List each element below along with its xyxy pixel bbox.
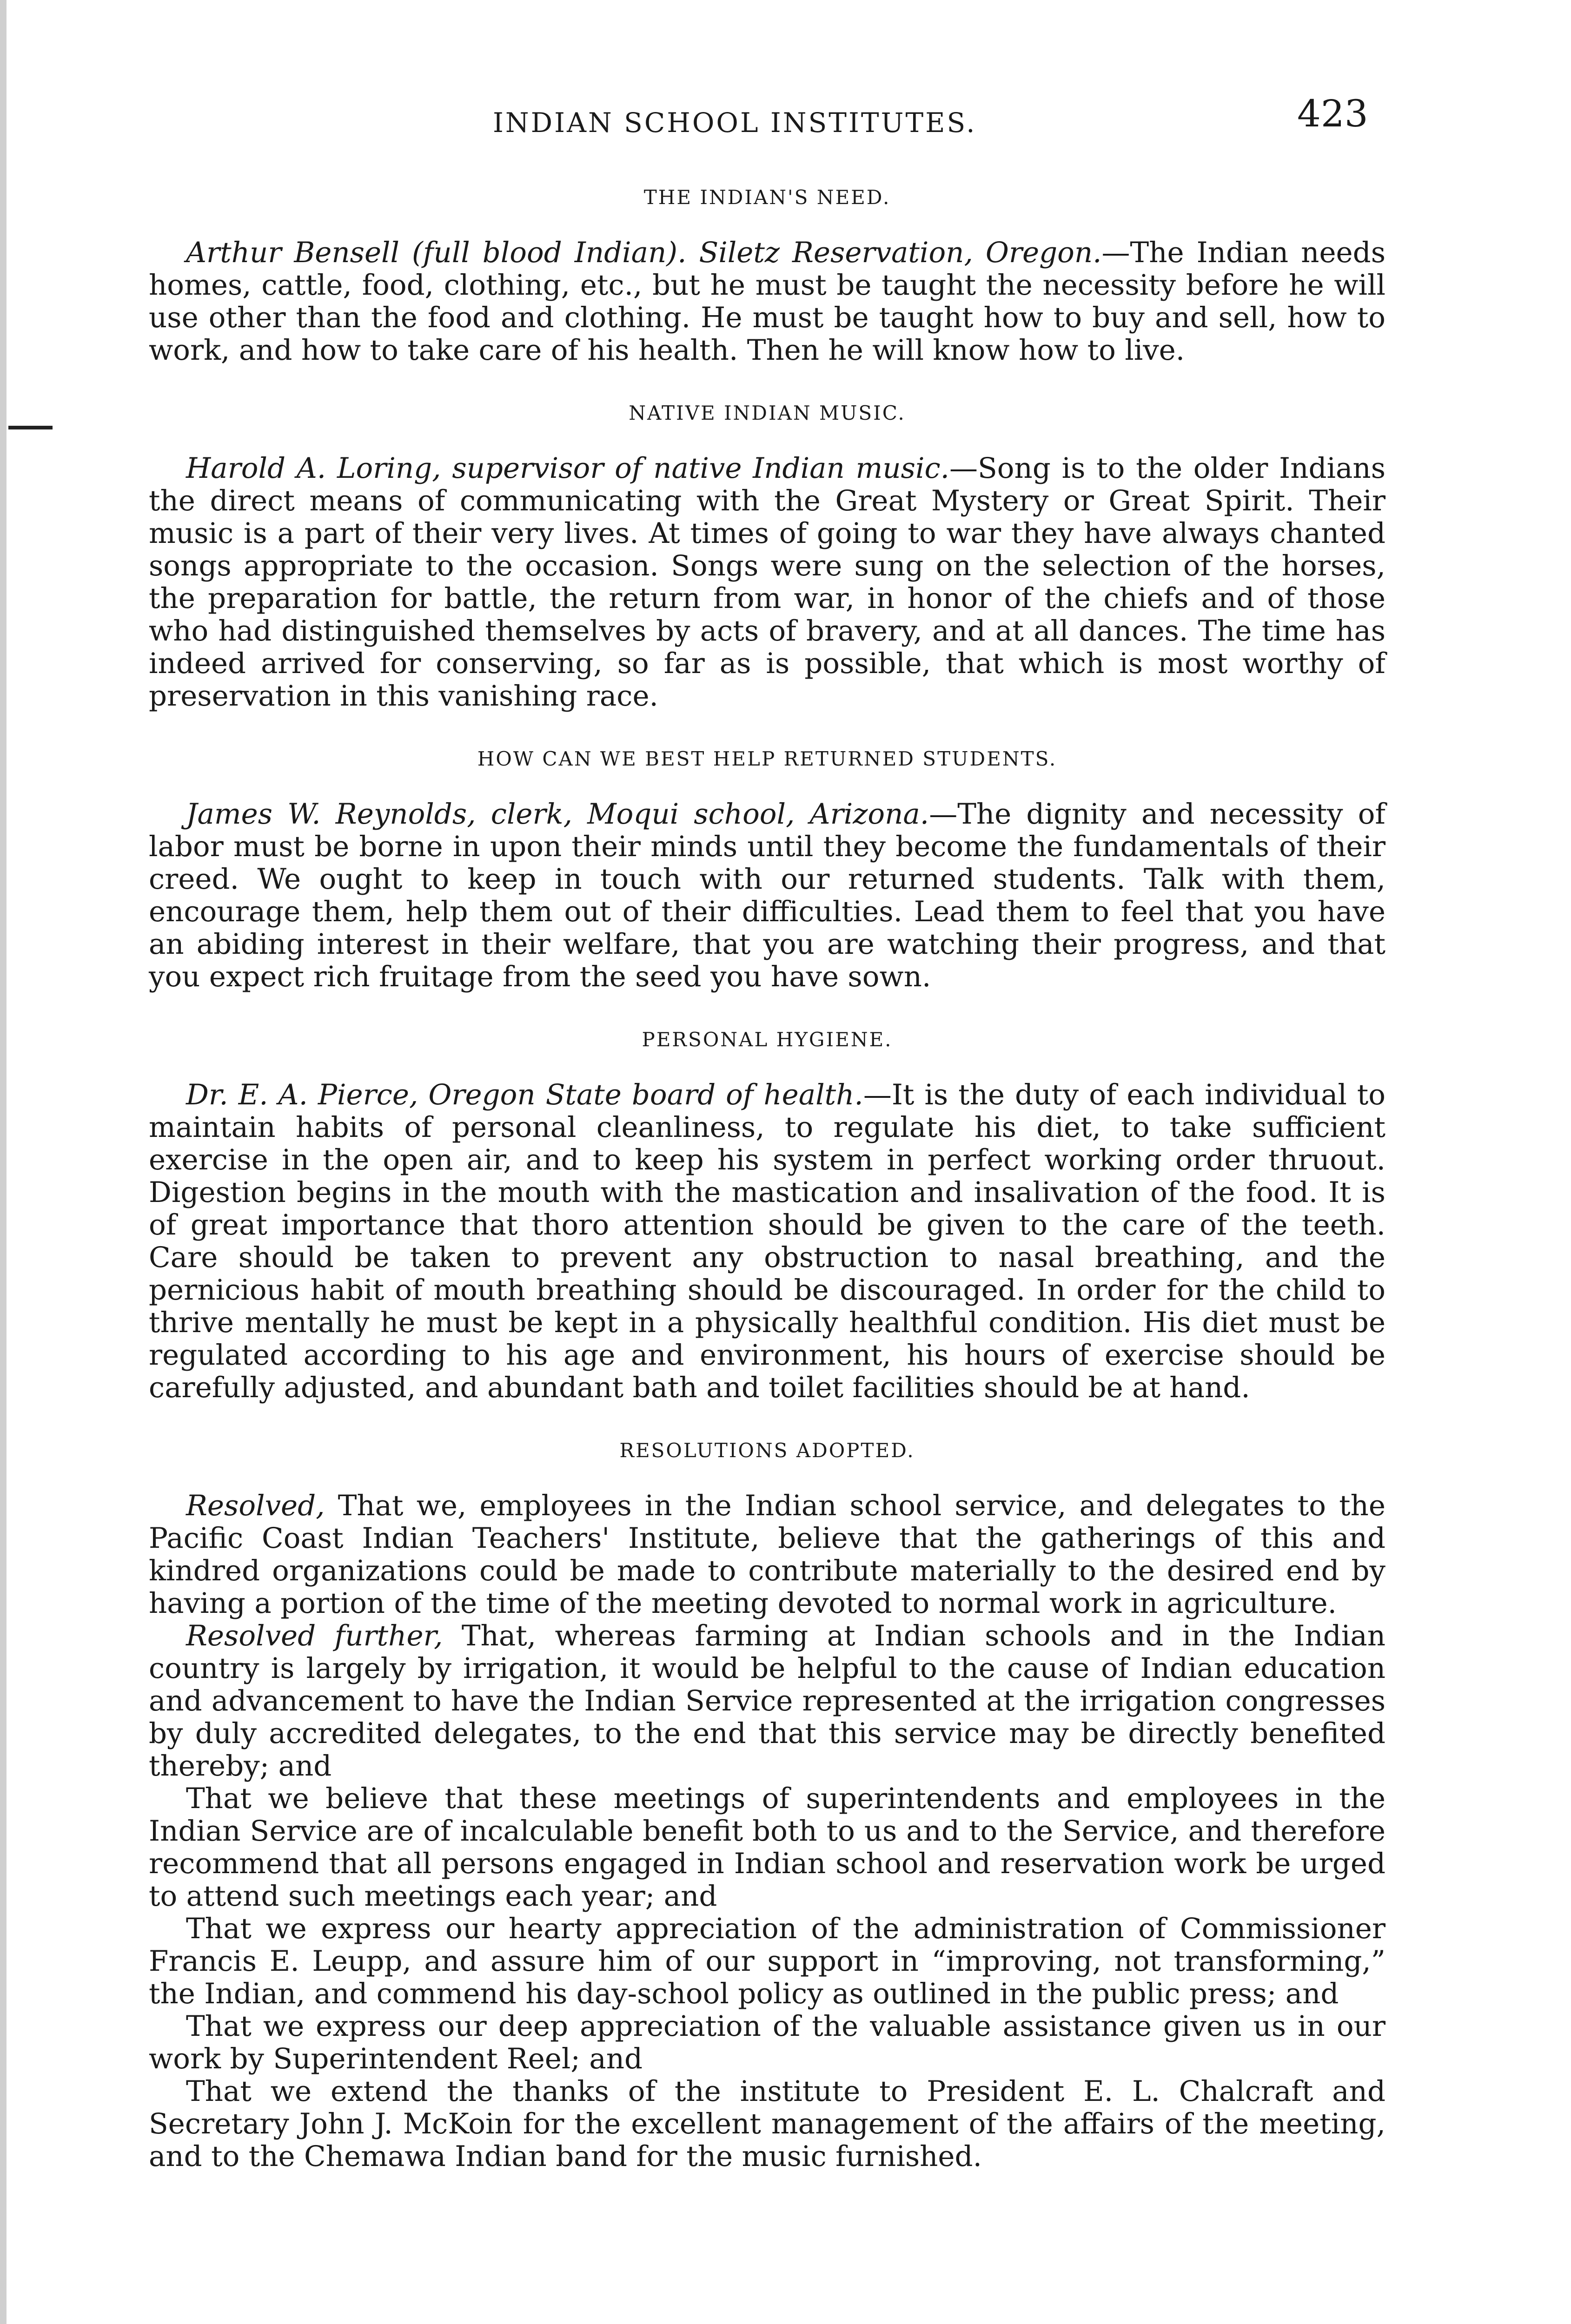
resolution-text: That we express our deep appreciation of the valuable assistance given us in our work by Superintendent Reel; and bbox=[149, 2010, 1385, 2075]
resolution-paragraph bbox=[149, 1620, 1385, 1783]
section-heading: THE INDIAN'S NEED. bbox=[643, 186, 891, 209]
section-heading: HOW CAN WE BEST HELP RETURNED STUDENTS. bbox=[477, 747, 1057, 770]
resolution-paragraph bbox=[149, 1783, 1385, 1913]
section-heading: PERSONAL HYGIENE. bbox=[642, 1028, 893, 1051]
section-paragraph bbox=[149, 798, 1385, 993]
resolution-paragraph bbox=[149, 1490, 1385, 1620]
resolution-paragraph bbox=[149, 2010, 1385, 2075]
section-returned-students bbox=[149, 747, 1385, 993]
section-indians-need bbox=[149, 186, 1385, 367]
section-resolutions bbox=[149, 1439, 1385, 2173]
section-paragraph bbox=[149, 237, 1385, 367]
section-paragraph bbox=[149, 452, 1385, 713]
paragraph-text: —The Indian needs homes, cattle, food, clothing, etc., but he must be taught the necessity before he will use other than the food and clothing. He must be taught how to buy and sell, how to work, and how to take care of his health. Then he will know how to live. bbox=[149, 236, 1385, 367]
paragraph-text: —It is the duty of each individual to maintain habits of personal cleanliness, to regulate his diet, to take sufficient exercise in the open air, and to keep his system in perfect working order thruout. Digestion begins in the mouth with the mastication and insalivation of the food. It is of great importance that thoro attention should be given to the care of the teeth. Care should be taken to prevent any obstruction to nasal breathing, and the pernicious habit of mouth breathing should be discouraged. In order for the child to thrive mentally he must be kept in a physically healthful condition. His diet must be regulated according to his age and environment, his hours of exercise should be carefully adjusted, and abundant bath and toilet facilities should be at hand. bbox=[149, 1078, 1386, 1404]
scan-edge bbox=[0, 0, 7, 2324]
section-heading: RESOLUTIONS ADOPTED. bbox=[619, 1439, 915, 1462]
resolution-lead: Resolved, bbox=[186, 1489, 325, 1522]
paragraph-text: —Song is to the older Indians the direct means of communicating with the Great Mystery or Great Spirit. Their music is a part of their very lives. At times of going to war they have always chanted songs appropriate to the occasion. Songs were sung on the selection of the horses, the preparation for battle, the return from war, in honor of the chiefs and of those who had distinguished themselves by acts of bravery, and at all dances. The time has indeed arrived for conserving, so far as is possible, that which is most worthy of preservation in this vanishing race. bbox=[149, 452, 1385, 713]
section-personal-hygiene bbox=[149, 1028, 1385, 1404]
page-number: 423 bbox=[1297, 92, 1368, 135]
running-title: INDIAN SCHOOL INSTITUTES. bbox=[493, 107, 977, 139]
speaker: Harold A. Loring, supervisor of native Indian music. bbox=[186, 452, 950, 485]
resolution-text: That, whereas farming at Indian schools and in the Indian country is largely by irrigation, it would be helpful to the cause of Indian education and advancement to have the Indian Service represented at the irrigation congresses by duly accredited delegates, to the end that this service may be directly benefited thereby; and bbox=[149, 1619, 1385, 1783]
resolution-text: That we express our hearty appreciation of the administration of Commissioner Francis E. Leupp, and assure him of our support in “improving, not transforming,” the Indian, and commend his day-school policy as outlined in the public press; and bbox=[149, 1912, 1385, 2010]
resolution-paragraph bbox=[149, 1913, 1385, 2010]
section-heading: NATIVE INDIAN MUSIC. bbox=[629, 402, 906, 424]
speaker: Dr. E. A. Pierce, Oregon State board of health. bbox=[186, 1078, 863, 1111]
section-native-music bbox=[149, 402, 1385, 713]
paragraph-text: —The dignity and necessity of labor must be borne in upon their minds until they become the fundamentals of their creed. We ought to keep in touch with our returned students. Talk with them, encourage them, help them out of their difficulties. Lead them to feel that you have an abiding interest in their welfare, that you are watching their progress, and that you expect rich fruitage from the seed you have sown. bbox=[149, 798, 1385, 993]
speaker: James W. Reynolds, clerk, Moqui school, Arizona. bbox=[186, 798, 929, 831]
speaker: Arthur Bensell (full blood Indian). Siletz Reservation, Oregon. bbox=[186, 236, 1102, 269]
resolution-paragraph bbox=[149, 2075, 1385, 2173]
resolution-text: That we extend the thanks of the institute to President E. L. Chalcraft and Secretary John J. McKoin for the excellent management of the affairs of the meeting, and to the Chemawa Indian band for the music furnished. bbox=[149, 2075, 1385, 2173]
resolution-text: That we, employees in the Indian school service, and delegates to the Pacific Coast Indian Teachers' Institute, believe that the gatherings of this and kindred organizations could be made to contribute materially to the desired end by having a portion of the time of the meeting devoted to normal work in agriculture. bbox=[149, 1489, 1385, 1620]
margin-mark bbox=[8, 426, 53, 429]
resolution-text: That we believe that these meetings of superintendents and employees in the Indian Service are of incalculable benefit both to us and to the Service, and therefore recommend that all persons engaged in Indian school and reservation work be urged to attend such meetings each year; and bbox=[149, 1782, 1385, 1913]
section-paragraph bbox=[149, 1079, 1385, 1404]
resolution-lead: Resolved further, bbox=[186, 1619, 443, 1652]
page-content bbox=[149, 186, 1385, 2208]
